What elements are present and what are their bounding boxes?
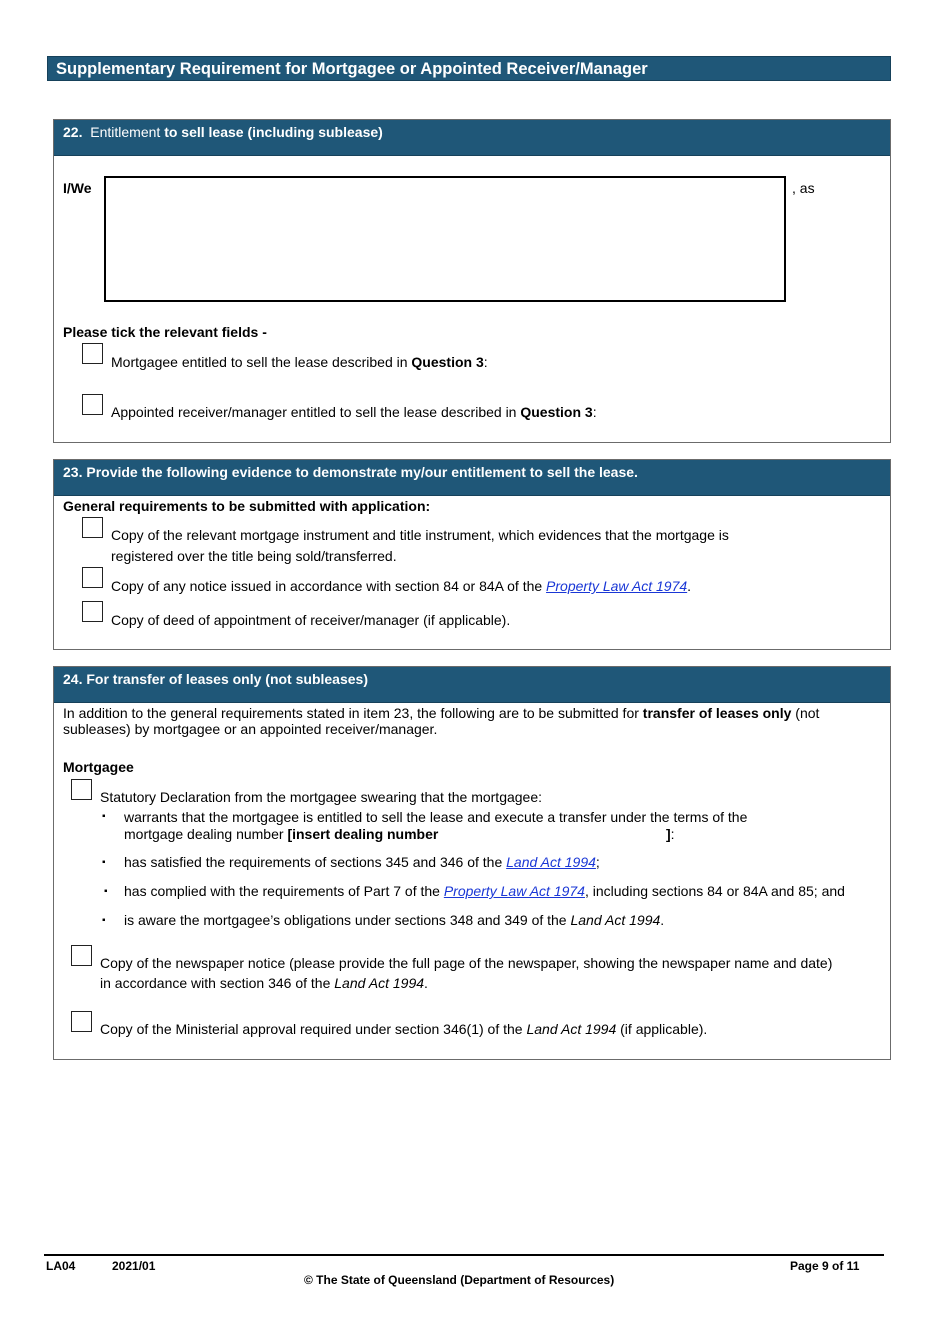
ministerial-text: Copy of the Ministerial approval required under section 346(1) of the (100, 1021, 527, 1037)
mortgagee-heading: Mortgagee (63, 759, 134, 775)
section-24-intro-line2: subleases) by mortgagee or an appointed receiver/manager. (63, 721, 438, 737)
newspaper-notice-line2 (100, 973, 428, 993)
dealing-number-colon: : (670, 826, 675, 842)
section-22-number: 22. (63, 124, 83, 140)
intro-text: In addition to the general requirements stated in item 23, the following are to be submitted for (63, 705, 643, 721)
option-question-ref: Question 3 (411, 354, 484, 370)
footer-divider (44, 1254, 884, 1256)
bullet-warrants-line2 (124, 824, 438, 844)
newspaper-text: in accordance with section 346 of the (100, 975, 335, 991)
tick-prompt: Please tick the relevant fields - (63, 324, 267, 340)
dealing-number-bracket: ] (666, 826, 671, 842)
general-requirements-heading: General requirements to be submitted with application: (63, 498, 431, 514)
ministerial-approval-label (100, 1019, 707, 1039)
newspaper-notice-line1: Copy of the newspaper notice (please provide the full page of the newspaper, showing the newspaper name and date) (100, 955, 833, 971)
newspaper-notice-checkbox[interactable] (71, 945, 92, 966)
dealing-number-text: mortgage dealing number (124, 826, 288, 842)
intro-bold: transfer of leases only (642, 705, 792, 721)
option-tail: : (592, 404, 597, 420)
receiver-entitled-label (111, 402, 597, 422)
bullet-satisfied (124, 852, 600, 872)
section-22-title-bold: to sell lease (including sublease) (164, 124, 383, 140)
iwe-name-field[interactable] (104, 176, 786, 302)
aware-act-name: Land Act 1994 (570, 912, 661, 928)
page-title: Supplementary Requirement for Mortgagee or Appointed Receiver/Manager (47, 56, 891, 81)
iwe-label: I/We (63, 180, 92, 196)
aware-text: is aware the mortgagee’s obligations under sections 348 and 349 of the (124, 912, 571, 928)
notice-copy-checkbox[interactable] (82, 567, 103, 588)
form-code: LA04 (46, 1259, 76, 1273)
section-22-title-normal: Entitlement (90, 124, 161, 140)
receiver-entitled-checkbox[interactable] (82, 394, 103, 415)
mortgage-instrument-line1: Copy of the relevant mortgage instrument and title instrument, which evidences that the mortgage is (111, 527, 729, 543)
land-act-link[interactable]: Land Act 1994 (506, 854, 596, 870)
statutory-declaration-checkbox[interactable] (71, 779, 92, 800)
option-text: Appointed receiver/manager entitled to sell the lease described in (111, 404, 521, 420)
as-suffix: , as (792, 180, 815, 196)
form-version: 2021/01 (112, 1259, 156, 1273)
mortgagee-entitled-label (111, 352, 488, 372)
section-24-title: 24. For transfer of leases only (not subleases) (63, 671, 368, 687)
mortgage-instrument-line2: registered over the title being sold/transferred. (111, 548, 397, 564)
bullet-warrants-line1: warrants that the mortgagee is entitled to sell the lease and execute a transfer under the terms of the (124, 809, 748, 825)
section-23-header (54, 460, 890, 496)
notice-copy-tail: . (687, 578, 692, 594)
notice-copy-text: Copy of any notice issued in accordance with section 84 or 84A of the (111, 578, 547, 594)
dealing-number-close (666, 824, 675, 844)
statutory-declaration-label: Statutory Declaration from the mortgagee swearing that the mortgagee: (100, 789, 543, 805)
bullet-glyph: ▪ (102, 857, 106, 868)
deed-appointment-checkbox[interactable] (82, 601, 103, 622)
bullet-glyph: ▪ (102, 915, 106, 926)
bullet-glyph: ▪ (102, 811, 106, 822)
ministerial-act-name: Land Act 1994 (526, 1021, 617, 1037)
complied-text: has complied with the requirements of Part 7 of the (124, 883, 444, 899)
ministerial-tail: (if applicable). (616, 1021, 708, 1037)
bullet-complied (124, 881, 845, 901)
dealing-number-placeholder: [insert dealing number (287, 826, 439, 842)
section-24-header (54, 667, 890, 703)
mortgagee-entitled-checkbox[interactable] (82, 343, 103, 364)
page-number: Page 9 of 11 (790, 1259, 860, 1273)
bullet-aware (124, 910, 664, 930)
satisfied-text: has satisfied the requirements of sections 345 and 346 of the (124, 854, 507, 870)
option-question-ref: Question 3 (520, 404, 593, 420)
copyright: © The State of Queensland (Department of Resources) (304, 1273, 615, 1287)
complied-tail: , including sections 84 or 84A and 85; and (584, 883, 845, 899)
option-text: Mortgagee entitled to sell the lease described in (111, 354, 412, 370)
satisfied-tail: ; (595, 854, 600, 870)
option-tail: : (483, 354, 488, 370)
deed-appointment-label: Copy of deed of appointment of receiver/manager (if applicable). (111, 612, 511, 628)
section-22-header (54, 120, 890, 156)
intro-tail: (not (791, 705, 820, 721)
newspaper-act-name: Land Act 1994 (334, 975, 425, 991)
bullet-glyph: ▪ (104, 886, 108, 897)
section-23-title: 23. Provide the following evidence to demonstrate my/our entitlement to sell the lease. (63, 464, 638, 480)
property-law-act-link[interactable]: Property Law Act 1974 (546, 578, 688, 594)
mortgage-instrument-checkbox[interactable] (82, 517, 103, 538)
aware-tail: . (660, 912, 665, 928)
notice-copy-label (111, 576, 691, 596)
ministerial-approval-checkbox[interactable] (71, 1011, 92, 1032)
property-law-act-link[interactable]: Property Law Act 1974 (443, 883, 585, 899)
newspaper-tail: . (424, 975, 428, 991)
